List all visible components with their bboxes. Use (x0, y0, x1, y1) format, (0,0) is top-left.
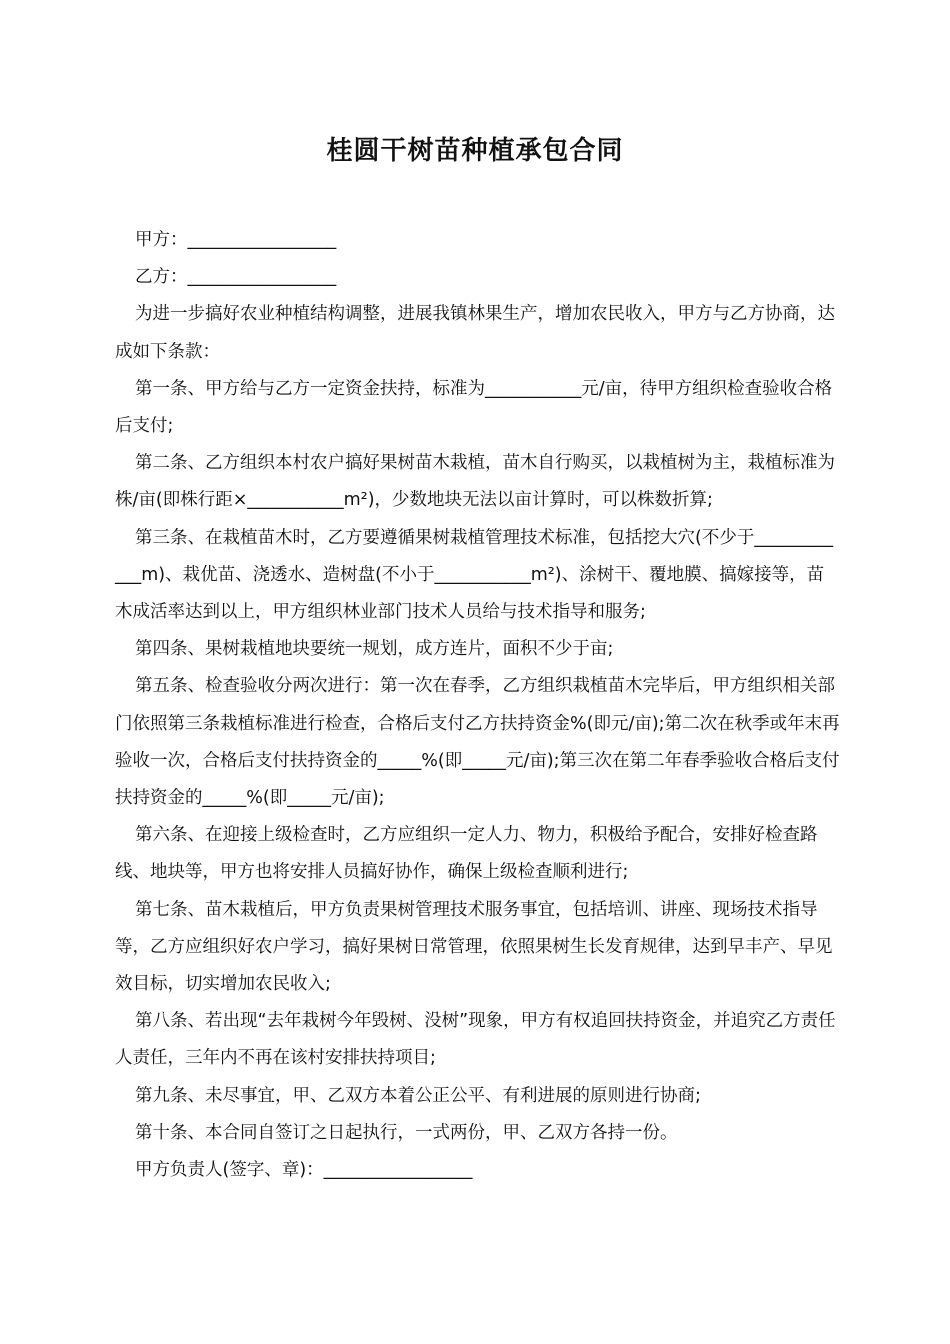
article-9: 第九条、未尽事宜，甲、乙双方本着公正公平、有利进展的原则进行协商; (135, 1085, 701, 1106)
article-1: 第一条、甲方给与乙方一定资金扶持，标准为___________元/亩，待甲方组织检查验收合格后支付; (115, 378, 833, 437)
party-b-line: 乙方：_________________ (135, 267, 337, 288)
party-a-signature-line: 甲方负责人(签字、章)：_________________ (135, 1160, 473, 1181)
article-10: 第十条、本合同自签订之日起执行，一式两份，甲、乙双方各持一份。 (135, 1122, 678, 1143)
article-4: 第四条、果树栽植地块要统一规划，成方连片，面积不少于亩; (135, 639, 614, 660)
article-7: 第七条、苗木栽植后，甲方负责果树管理技术服务事宜，包括培训、讲座、现场技术指导等，乙方应组织好农户学习，搞好果树日常管理，依照果树生长发育规律，达到早丰产、早见效目标，切实增加农民收入; (115, 899, 833, 995)
document-title: 桂圆干树苗种植承包合同 (326, 136, 624, 166)
article-2: 第二条、乙方组织本村农户搞好果树苗木栽植，苗木自行购买，以栽植树为主，栽植标准为株/亩(即株行距×___________m²)，少数地块无法以亩计算时，可以株数折算; (115, 453, 835, 511)
party-a-line: 甲方：_________________ (135, 230, 337, 250)
article-8: 第八条、若出现“去年栽树今年毁树、没树”现象，甲方有权追回扶持资金，并追究乙方责任人责任，三年内不再在该村安排扶持项目; (115, 1011, 836, 1069)
article-6: 第六条、在迎接上级检查时，乙方应组织一定人力、物力，积极给予配合，安排好检查路线、地块等，甲方也将安排人员搞好协作，确保上级检查顺利进行; (115, 825, 818, 883)
preamble-paragraph: 为进一步搞好农业种植结构调整，进展我镇林果生产，增加农民收入，甲方与乙方协商，达成如下条款： (115, 304, 835, 362)
document-body (115, 222, 840, 1189)
article-3: 第三条、在栽植苗木时，乙方要遵循果树栽植管理技术标准，包括挖大穴(不少于____________m)、栽优苗、浇透水、造树盘(不小于___________m²)、涂树干、覆地膜、搞嫁接等，苗木成活率达到以上，甲方组织林业部门技术人员给与技术指导和服务; (115, 527, 834, 623)
article-5: 第五条、检查验收分两次进行：第一次在春季，乙方组织栽植苗木完毕后，甲方组织相关部门依照第三条栽植标准进行检查，合格后支付乙方扶持资金%(即元/亩);第二次在秋季或年末再验收一次，合格后支付扶持资金的_____%(即_____元/亩);第三次在第二年春季验收合格后支付扶持资金的_____%(即_____元/亩); (115, 676, 840, 809)
